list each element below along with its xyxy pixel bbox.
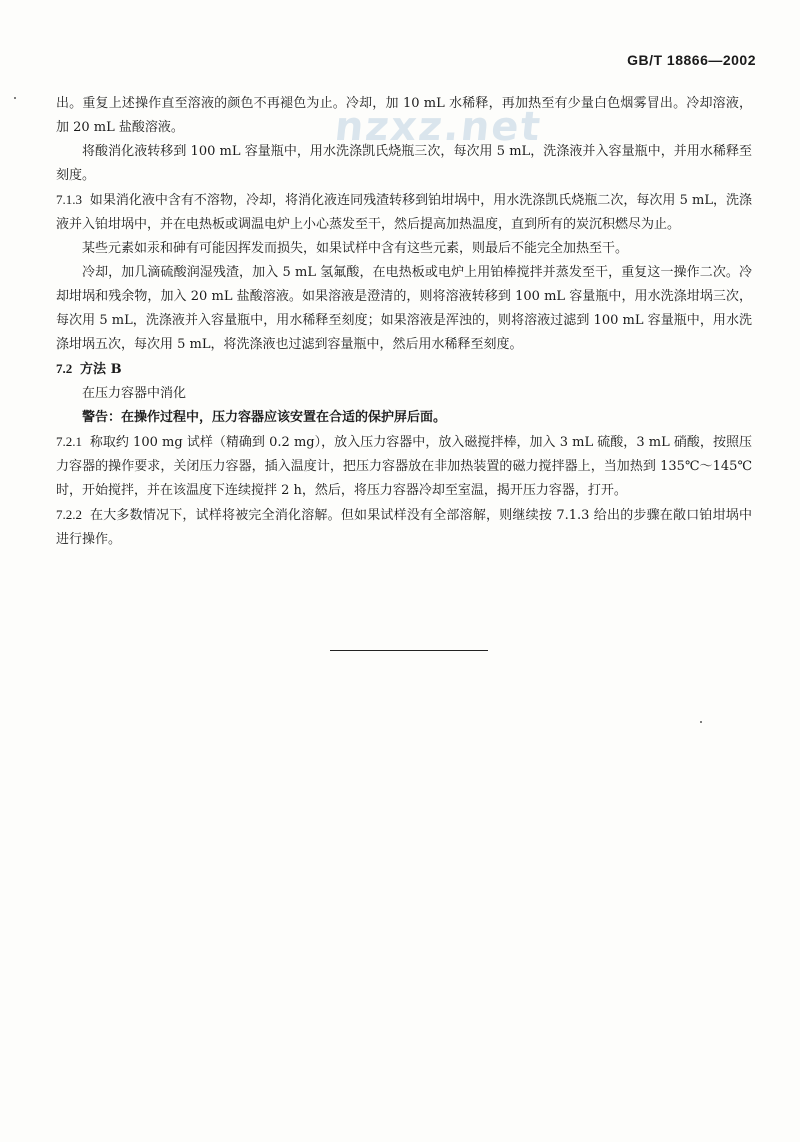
clause-text: 在大多数情况下，试样将被完全消化溶解。但如果试样没有全部溶解，则继续按 7.1.3 给出的步骤在敞口铂坩埚中进行操作。 <box>56 508 752 547</box>
end-of-text-rule <box>330 650 488 651</box>
clause-text: 称取约 100 mg 试样（精确到 0.2 mg），放入压力容器中，放入磁搅拌棒，加入 3 mL 硫酸，3 mL 硝酸，按照压力容器的操作要求，关闭压力容器，插入温度计，把压力容器放在非加热装置的磁力搅拌器上，当加热到 135℃～145℃时，开始搅拌，并在该温度下连续搅拌 2 h，然后，将压力容器冷却至室温，揭开压力容器，打开。 <box>56 435 752 498</box>
paragraph-volatile-note: 某些元素如汞和砷有可能因挥发而损失，如果试样中含有这些元素，则最后不能完全加热至干。 <box>82 241 629 256</box>
clause-number: 7.1.3 <box>56 192 82 207</box>
section-subtitle: 在压力容器中消化 <box>82 386 187 401</box>
clause-7-2-1 <box>56 430 752 503</box>
document-body <box>56 92 752 552</box>
clause-number: 7.2.2 <box>56 507 82 522</box>
section-heading-7-2 <box>56 357 752 382</box>
standard-code: GB/T 18866—2002 <box>627 52 756 68</box>
clause-text: 如果消化液中含有不溶物，冷却，将消化液连同残渣转移到铂坩埚中，用水洗涤凯氏烧瓶二次，每次用 5 mL，洗涤液并入铂坩埚中，并在电热板或调温电炉上小心蒸发至干，然后提高加热温度，直到所有的炭沉积燃尽为止。 <box>56 193 752 232</box>
paragraph-hf-treatment: 冷却，加几滴硫酸润湿残渣，加入 5 mL 氢氟酸，在电热板或电炉上用铂棒搅拌并蒸发至干，重复这一操作二次。冷却坩埚和残余物，加入 20 mL 盐酸溶液。如果溶液是澄清的，则将溶液转移到 100 mL 容量瓶中，用水洗涤坩埚三次，每次用 5 mL，洗涤液并入容量瓶中，用水稀释至刻度；如果溶液是浑浊的，则将溶液过滤到 100 mL 容量瓶中，用水洗涤坩埚五次，每次用 5 mL，将洗涤液也过滤到容量瓶中，然后用水稀释至刻度。 <box>56 265 752 352</box>
section-number: 7.2 <box>56 361 73 376</box>
paragraph-continuation: 出。重复上述操作直至溶液的颜色不再褪色为止。冷却，加 10 mL 水稀释，再加热至有少量白色烟雾冒出。冷却溶液，加 20 mL 盐酸溶液。 <box>56 96 752 135</box>
clause-7-2-2 <box>56 503 752 552</box>
clause-7-1-3 <box>56 188 752 237</box>
clause-number: 7.2.1 <box>56 434 82 449</box>
scan-speck <box>14 97 16 99</box>
watermark: nzxz.net <box>332 104 545 150</box>
paragraph-transfer: 将酸消化液转移到 100 mL 容量瓶中，用水洗涤凯氏烧瓶三次，每次用 5 mL，洗涤液并入容量瓶中，并用水稀释至刻度。 <box>56 144 752 183</box>
scan-speck <box>700 721 702 723</box>
warning-text: 警告：在操作过程中，压力容器应该安置在合适的保护屏后面。 <box>82 410 447 425</box>
section-title: 方法 B <box>80 362 122 377</box>
